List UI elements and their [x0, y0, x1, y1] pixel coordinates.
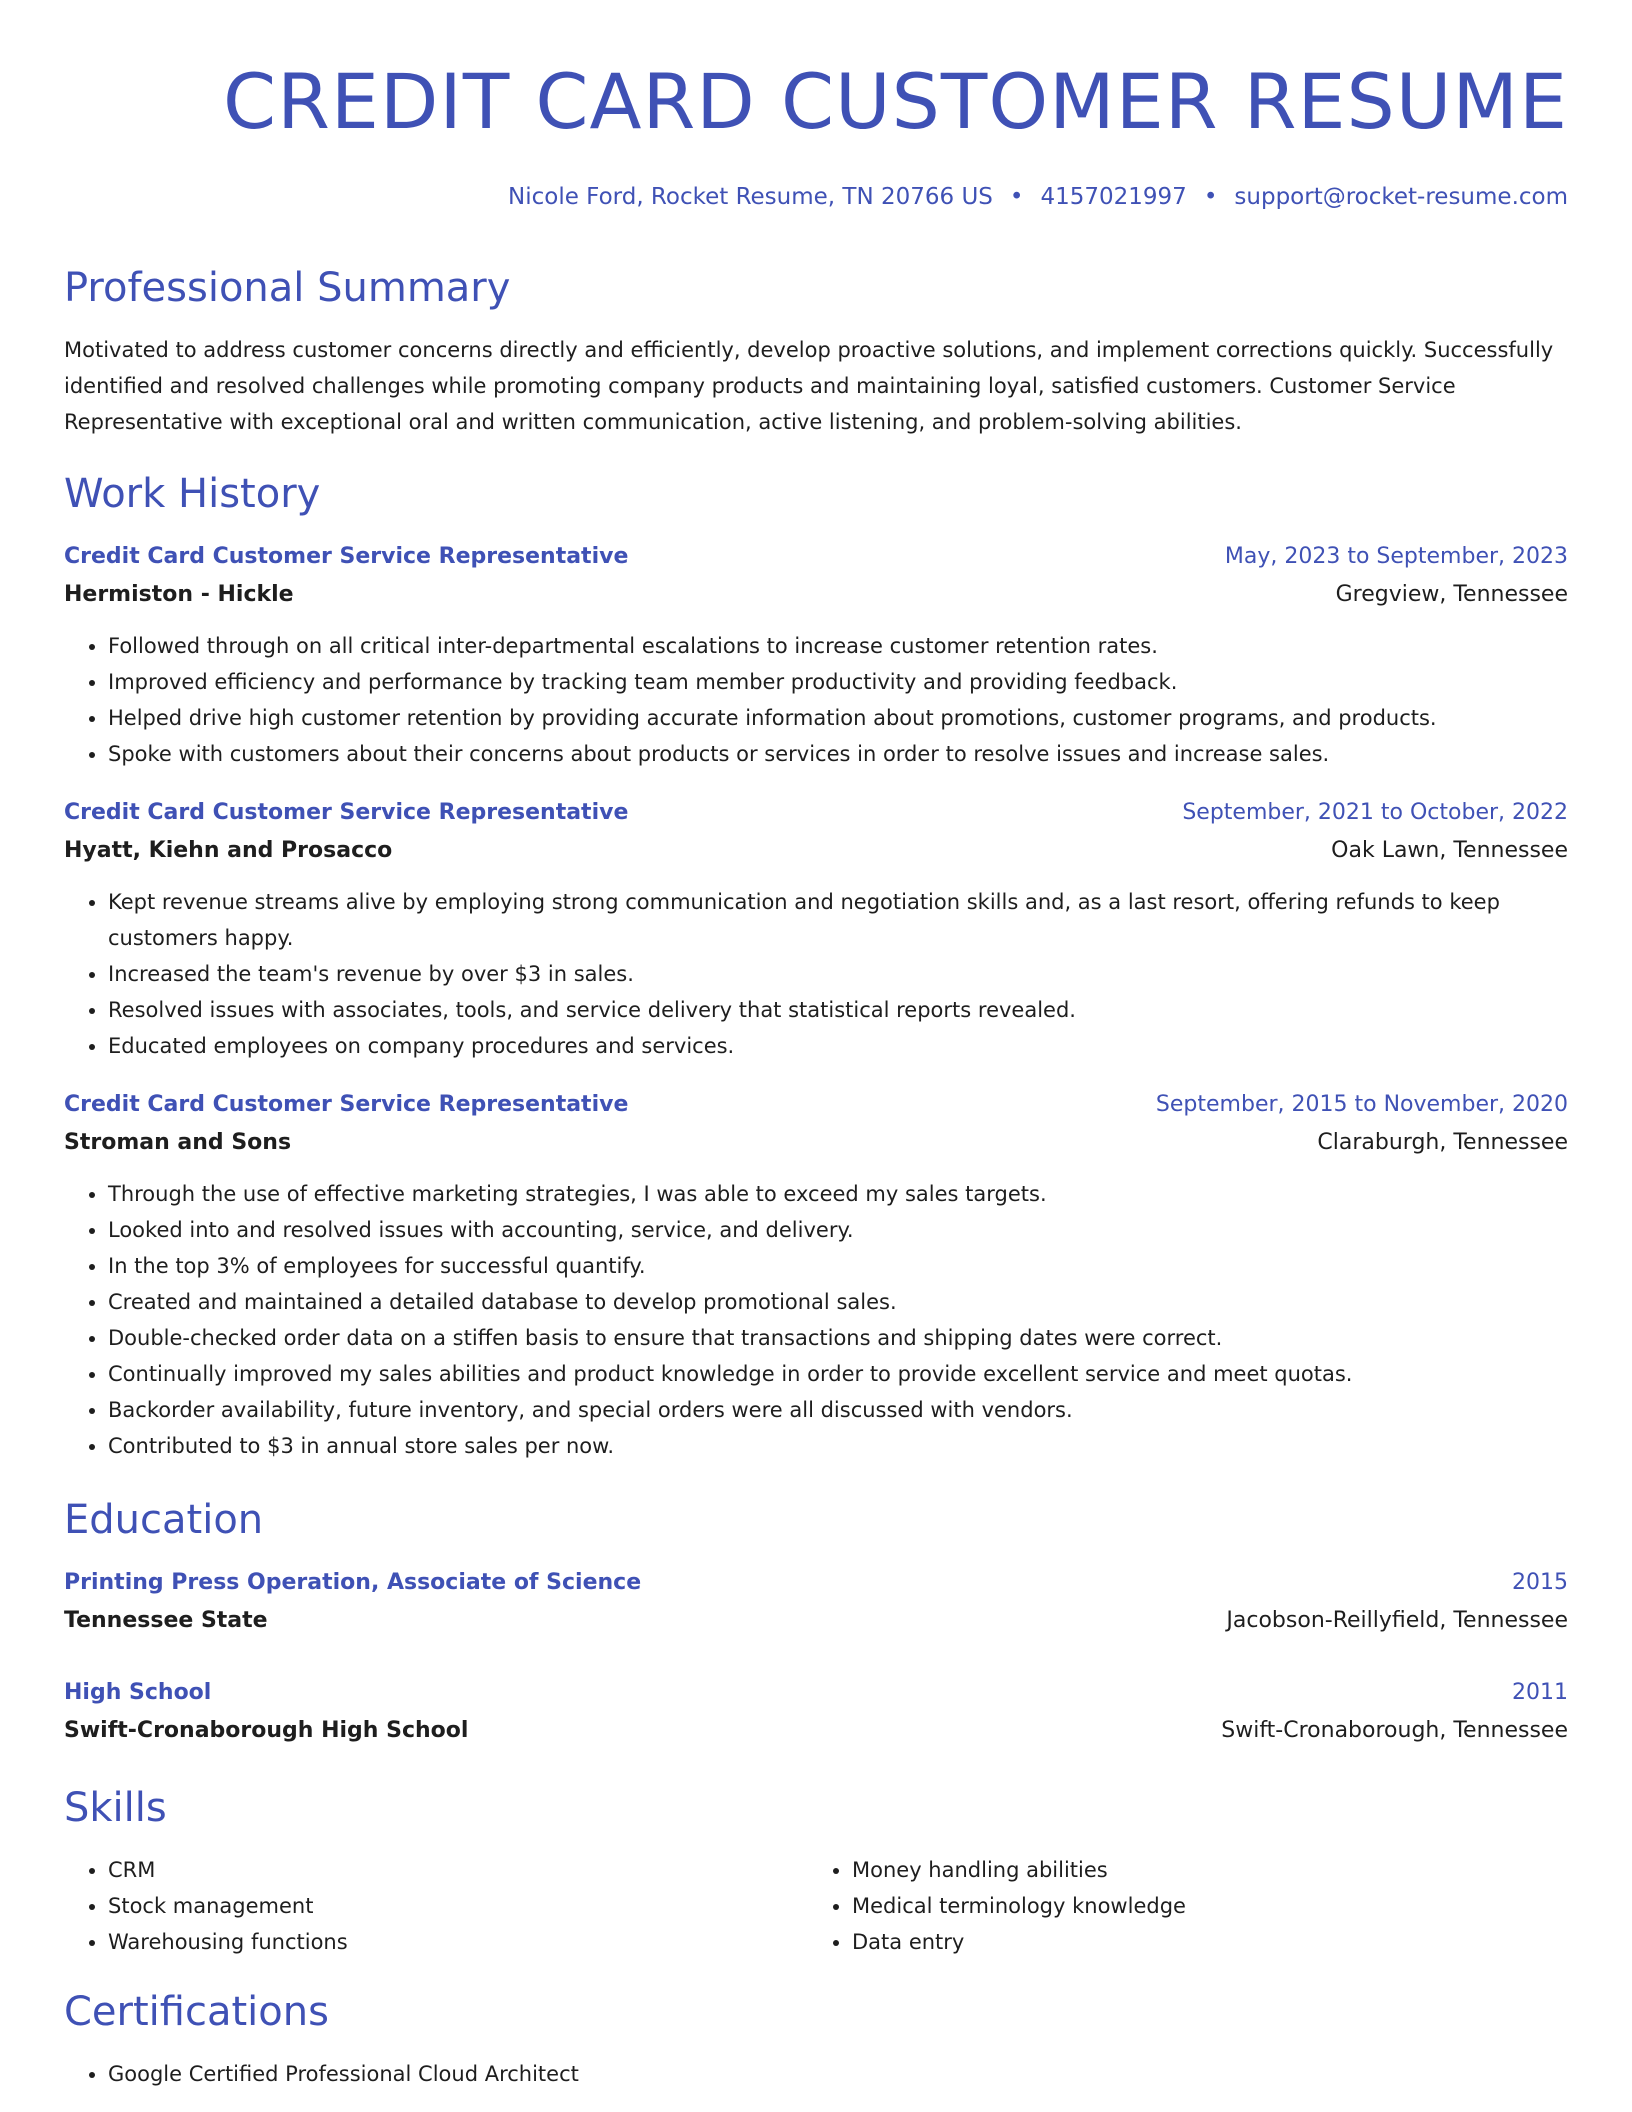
section-heading-summary: Professional Summary — [64, 265, 511, 311]
resume-body — [64, 258, 1568, 2092]
education-location: Jacobson-Reillyfield, Tennessee — [1226, 1608, 1568, 1633]
job-bullet: • Looked into and resolved issues with accounting, service, and delivery. — [108, 1212, 1568, 1248]
education-school: Swift-Cronaborough High School — [64, 1718, 469, 1743]
certifications-list — [64, 2056, 1568, 2092]
job-entry — [64, 538, 1568, 772]
education-entry — [64, 1674, 1568, 1750]
job-bullet: • Improved efficiency and performance by tracking team member productivity and providing feedback. — [108, 664, 1568, 700]
education-year: 2015 — [1512, 1570, 1568, 1595]
job-company: Stroman and Sons — [64, 1130, 292, 1155]
contact-line — [508, 180, 1568, 214]
job-entry — [64, 794, 1568, 1064]
job-bullets — [64, 884, 1568, 1064]
contact-email[interactable]: support@rocket-resume.com — [1234, 184, 1568, 210]
resume-title: CREDIT CARD CUSTOMER RESUME — [223, 57, 1568, 146]
education-degree: Printing Press Operation, Associate of Science — [64, 1570, 642, 1595]
section-heading-certifications: Certifications — [64, 1989, 329, 2035]
job-bullet: • Kept revenue streams alive by employing strong communication and negotiation skills and, as a last resort, offering refunds to keep customers happy. — [108, 884, 1568, 956]
skills-column-right — [808, 1852, 1552, 1960]
job-dates: May, 2023 to September, 2023 — [1224, 544, 1568, 569]
job-bullet: • Resolved issues with associates, tools, and service delivery that statistical reports revealed. — [108, 992, 1568, 1028]
contact-separator: • — [1203, 184, 1218, 210]
job-bullet: • In the top 3% of employees for successful quantify. — [108, 1248, 1568, 1284]
skill-item: • CRM — [108, 1852, 808, 1888]
contact-phone: 4157021997 — [1040, 184, 1187, 210]
education-school: Tennessee State — [64, 1608, 268, 1633]
job-bullet: • Double-checked order data on a stiffen basis to ensure that transactions and shipping dates were correct. — [108, 1320, 1568, 1356]
job-bullets — [64, 1176, 1568, 1464]
job-bullet: • Backorder availability, future inventory, and special orders were all discussed with vendors. — [108, 1392, 1568, 1428]
job-location: Claraburgh, Tennessee — [1317, 1130, 1568, 1155]
section-heading-skills: Skills — [64, 1785, 167, 1831]
job-bullets — [64, 628, 1568, 772]
job-bullet: • Educated employees on company procedures and services. — [108, 1028, 1568, 1064]
skill-item: • Medical terminology knowledge — [852, 1888, 1552, 1924]
job-bullet: • Contributed to $3 in annual store sales per now. — [108, 1428, 1568, 1464]
job-role: Credit Card Customer Service Representative — [64, 1092, 629, 1117]
education-year: 2011 — [1512, 1680, 1568, 1705]
skill-item: • Data entry — [852, 1924, 1552, 1960]
skills-list — [64, 1852, 1568, 1960]
contact-address: Nicole Ford, Rocket Resume, TN 20766 US — [508, 184, 993, 210]
section-heading-work-history: Work History — [64, 471, 321, 517]
job-bullet: • Spoke with customers about their concerns about products or services in order to resolve issues and increase sales. — [108, 736, 1568, 772]
job-dates: September, 2015 to November, 2020 — [1155, 1092, 1568, 1117]
job-dates: September, 2021 to October, 2022 — [1182, 800, 1568, 825]
education-entry — [64, 1564, 1568, 1640]
contact-separator: • — [1009, 184, 1024, 210]
section-heading-education: Education — [64, 1497, 264, 1543]
job-location: Gregview, Tennessee — [1335, 582, 1568, 607]
job-company: Hermiston - Hickle — [64, 582, 294, 607]
job-bullet: • Followed through on all critical inter-departmental escalations to increase customer retention rates. — [108, 628, 1568, 664]
job-company: Hyatt, Kiehn and Prosacco — [64, 838, 393, 863]
job-role: Credit Card Customer Service Representative — [64, 544, 629, 569]
job-bullet: • Continually improved my sales abilities and product knowledge in order to provide excellent service and meet quotas. — [108, 1356, 1568, 1392]
job-entry — [64, 1086, 1568, 1464]
skill-item: • Warehousing functions — [108, 1924, 808, 1960]
education-location: Swift-Cronaborough, Tennessee — [1221, 1718, 1568, 1743]
job-role: Credit Card Customer Service Representative — [64, 800, 629, 825]
job-location: Oak Lawn, Tennessee — [1331, 838, 1568, 863]
summary-text: Motivated to address customer concerns directly and efficiently, develop proactive solutions, and implement corrections quickly. Successfully identified and resolved challenges while promoting company products and maintaining loyal, satisfied customers. Customer Service Representative with exceptional oral and written communication, active listening, and problem-solving abilities. — [64, 338, 1554, 434]
skills-column-left — [64, 1852, 808, 1960]
job-bullet: • Through the use of effective marketing strategies, I was able to exceed my sales targets. — [108, 1176, 1568, 1212]
skill-item: • Money handling abilities — [852, 1852, 1552, 1888]
job-bullet: • Created and maintained a detailed database to develop promotional sales. — [108, 1284, 1568, 1320]
certification-item: • Google Certified Professional Cloud Architect — [108, 2056, 1568, 2092]
job-bullet: • Helped drive high customer retention by providing accurate information about promotions, customer programs, and products. — [108, 700, 1568, 736]
job-bullet: • Increased the team's revenue by over $3 in sales. — [108, 956, 1568, 992]
skill-item: • Stock management — [108, 1888, 808, 1924]
education-degree: High School — [64, 1680, 212, 1705]
